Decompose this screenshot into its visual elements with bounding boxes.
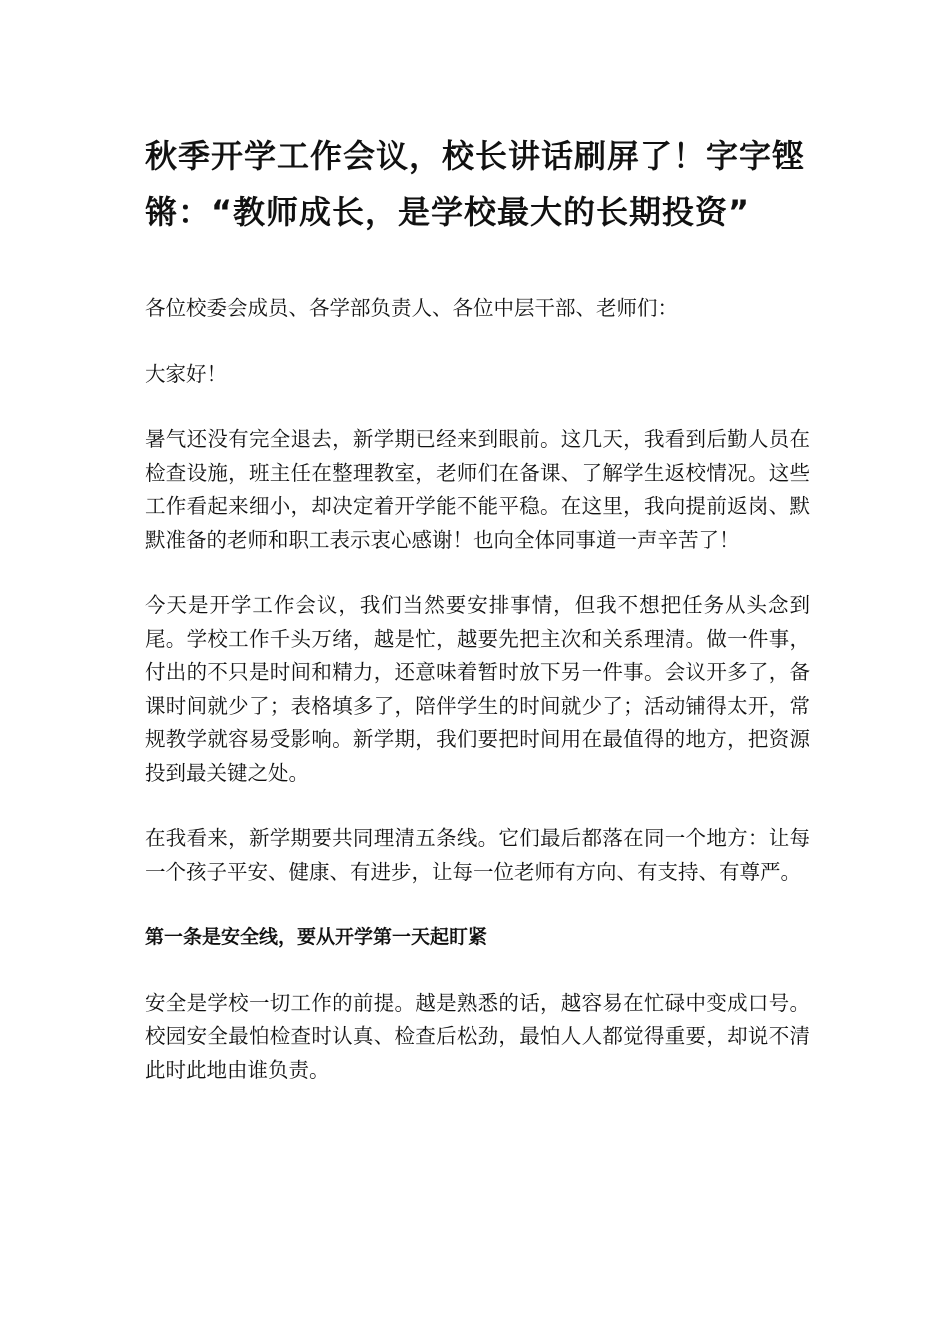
section-heading-safety: 第一条是安全线，要从开学第一天起盯紧 <box>145 926 488 948</box>
document-page <box>145 128 810 1119</box>
salutation: 各位校委会成员、各学部负责人、各位中层干部、老师们： <box>145 296 678 320</box>
paragraph-meeting: 今天是开学工作会议，我们当然要安排事情，但我不想把任务从头念到尾。学校工作千头万绪，越是忙，越要先把主次和关系理清。做一件事，付出的不只是时间和精力，还意味着暂时放下另一件事。会议开多了，备课时间就少了；表格填多了，陪伴学生的时间就少了；活动铺得太开，常规教学就容易受影响。新学期，我们要把时间用在最值得的地方，把资源投到最关键之处。 <box>145 593 810 785</box>
paragraph-five-lines: 在我看来，新学期要共同理清五条线。它们最后都落在同一个地方：让每一个孩子平安、健康、有进步，让每一位老师有方向、有支持、有尊严。 <box>145 826 810 884</box>
paragraph-safety: 安全是学校一切工作的前提。越是熟悉的话，越容易在忙碌中变成口号。校园安全最怕检查时认真、检查后松劲，最怕人人都觉得重要，却说不清此时此地由谁负责。 <box>145 990 810 1082</box>
article-title: 秋季开学工作会议，校长讲话刷屏了！字字铿锵：“教师成长，是学校最大的长期投资” <box>145 137 806 231</box>
paragraph-intro: 暑气还没有完全退去，新学期已经来到眼前。这几天，我看到后勤人员在检查设施，班主任在整理教室，老师们在备课、了解学生返校情况。这些工作看起来细小，却决定着开学能不能平稳。在这里，我向提前返岗、默默准备的老师和职工表示衷心感谢！也向全体同事道一声辛苦了！ <box>145 427 810 552</box>
greeting: 大家好！ <box>145 361 227 386</box>
